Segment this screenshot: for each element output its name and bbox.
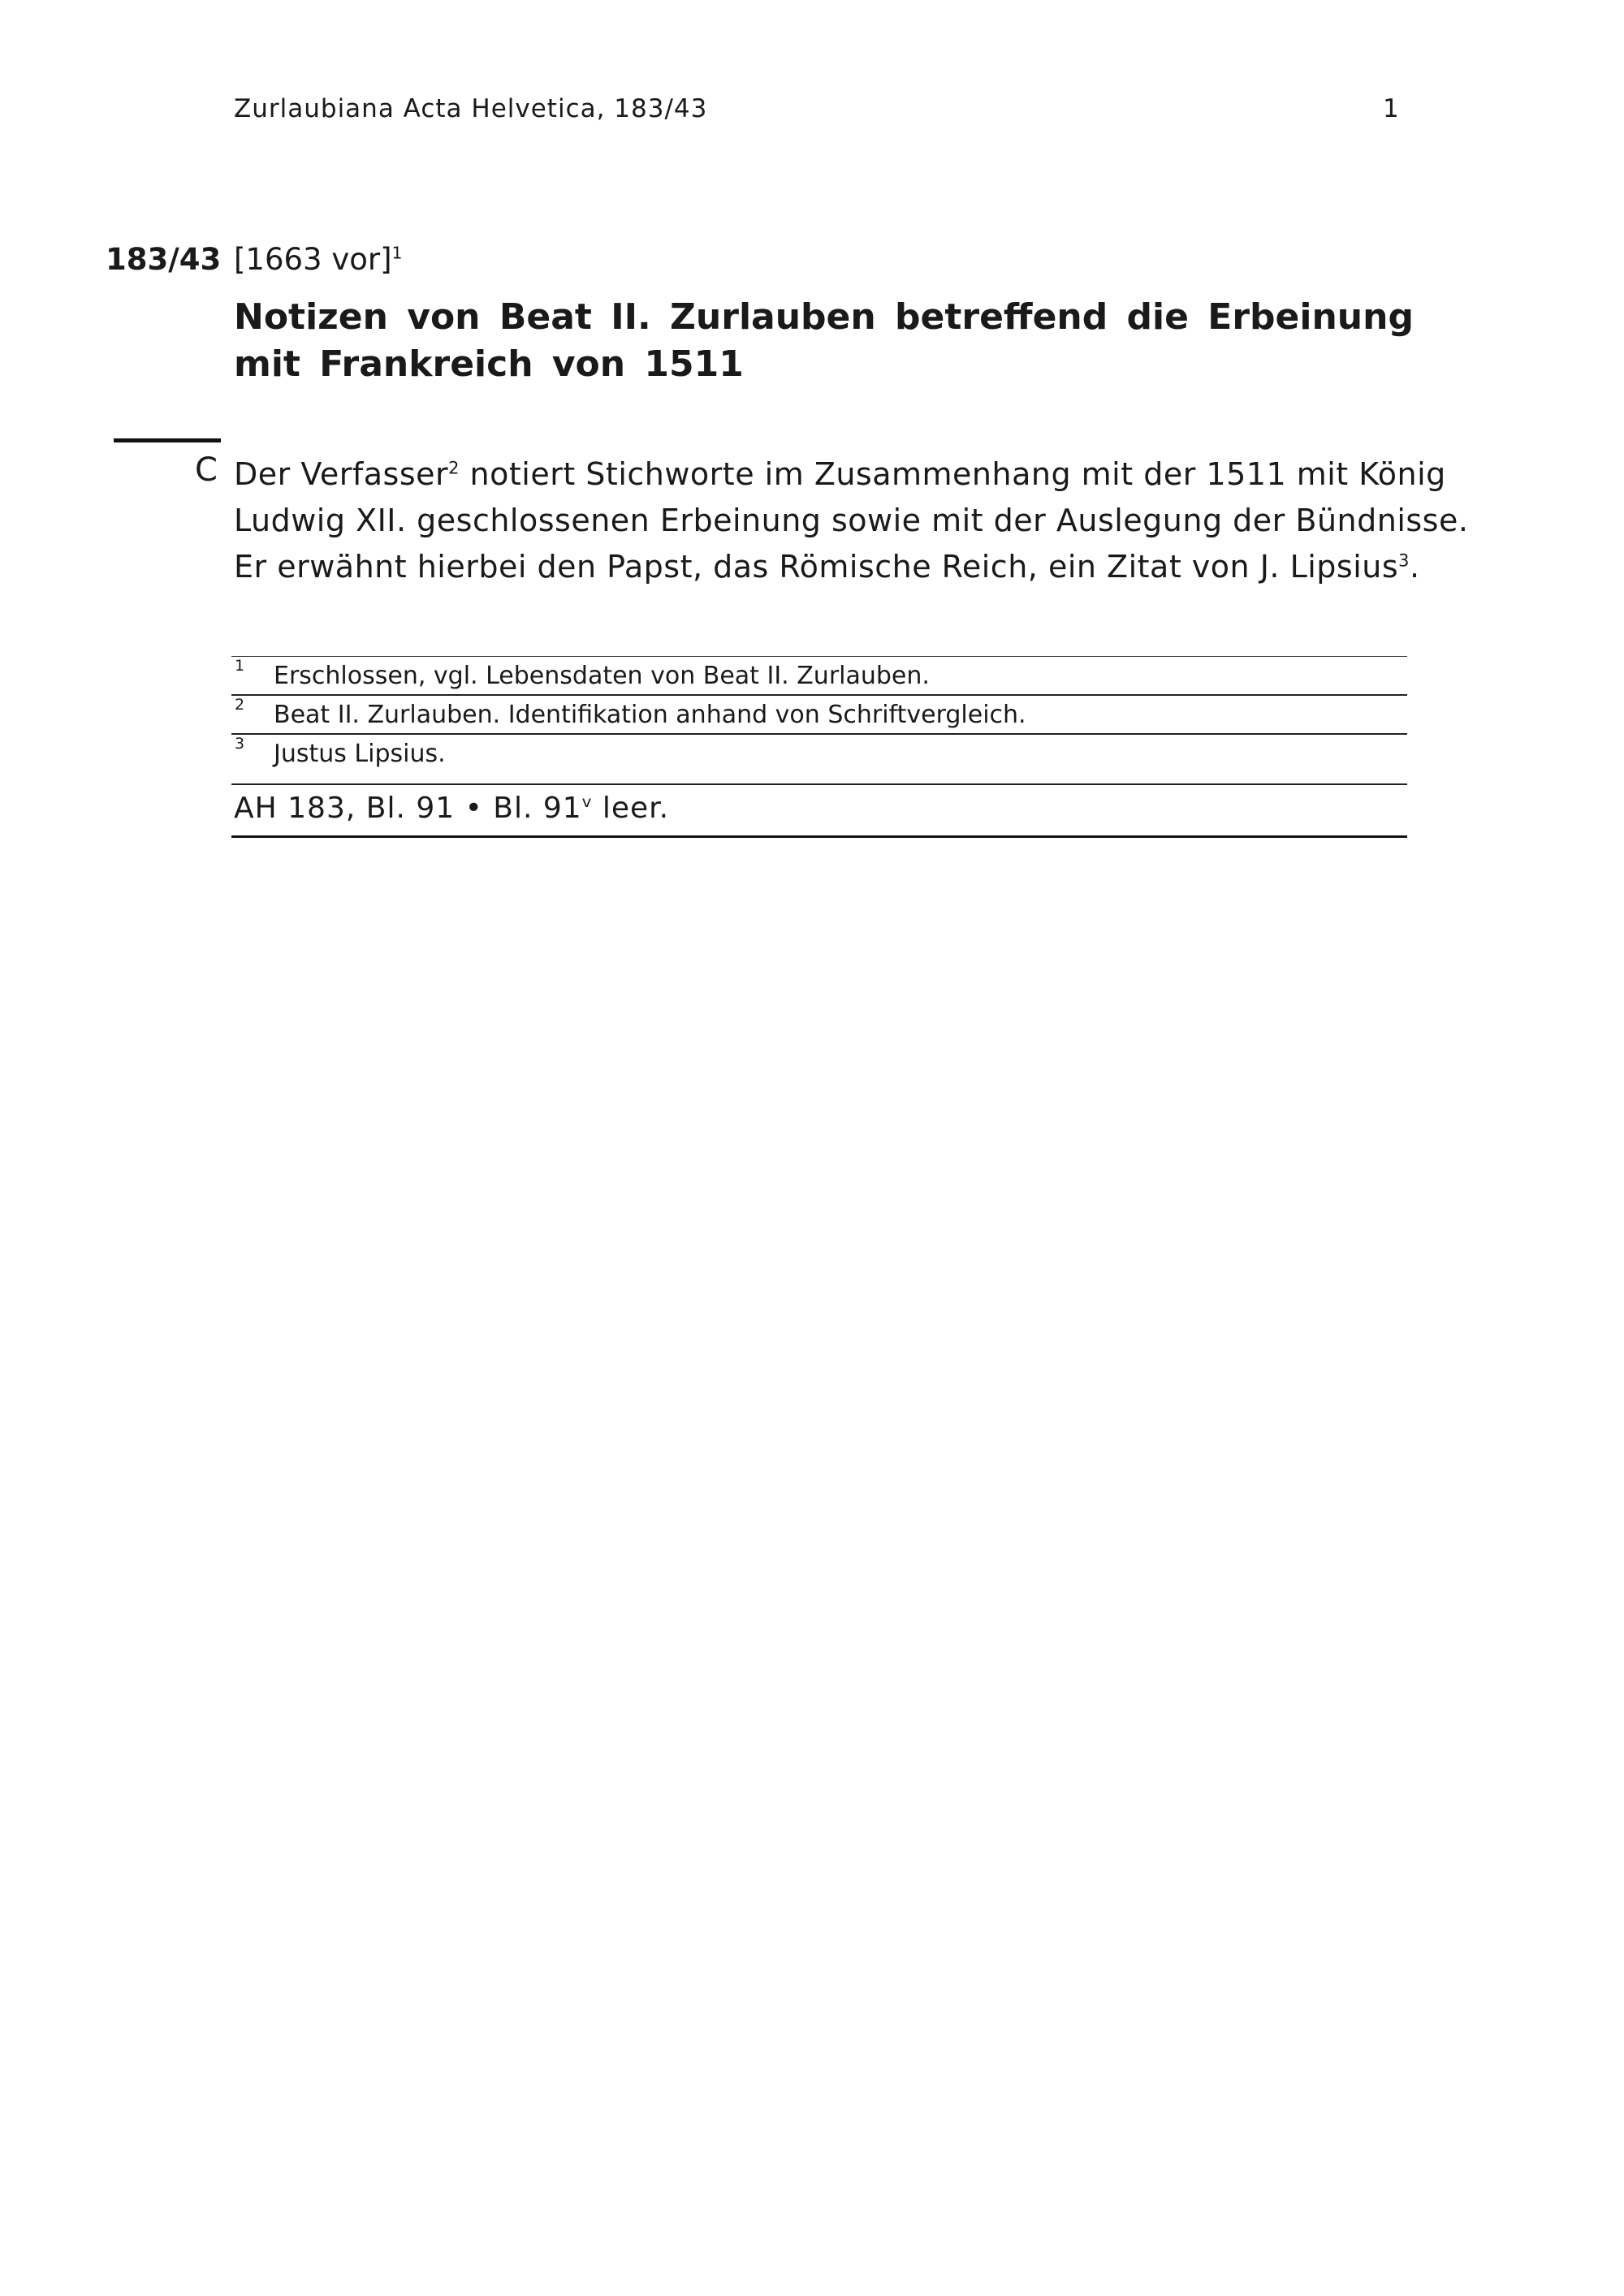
document-title: Notizen von Beat II. Zurlauben betreffend die Erbeinung mit Frankreich von 1511 <box>234 296 1414 385</box>
footnote-marker: 1 <box>235 657 245 675</box>
footnotes <box>231 656 1407 772</box>
verso-marker: v <box>581 792 593 811</box>
summary-line-3-a: Er erwähnt hierbei den Papst, das Römische Reich, ein Zitat von J. Lipsius <box>234 549 1399 585</box>
archive-text-b: leer. <box>592 792 670 825</box>
footnote-marker: 2 <box>235 696 245 714</box>
footnote <box>231 694 1407 733</box>
footnote-marker: 3 <box>235 735 245 753</box>
summary-line-2: Ludwig XII. geschlossenen Erbeinung sowie mit der Auslegung der Bündnisse. <box>234 503 1469 538</box>
summary-line-1 <box>234 451 1446 498</box>
footnote-text: Beat II. Zurlauben. Identifikation anhand von Schriftvergleich. <box>274 701 1026 729</box>
footnote-ref-1: 1 <box>391 243 403 263</box>
summary-line-1-b: notiert Stichworte im Zusammenhang mit der 1511 mit König <box>459 456 1446 492</box>
footnote <box>231 733 1407 772</box>
running-head: Zurlaubiana Acta Helvetica, 183/43 <box>234 94 708 123</box>
section-rule <box>114 438 221 442</box>
archive-text <box>234 792 669 825</box>
archive-reference <box>231 783 1407 838</box>
summary-line-3 <box>234 544 1419 590</box>
tradition-mark: C <box>195 451 218 489</box>
footnote <box>231 656 1407 694</box>
summary-line-1-a: Der Verfasser <box>234 456 449 492</box>
footnote-text: Erschlossen, vgl. Lebensdaten von Beat II. Zurlauben. <box>274 662 930 690</box>
footnote-text: Justus Lipsius. <box>274 740 446 768</box>
page-number: 1 <box>1383 94 1399 123</box>
archive-text-a: AH 183, Bl. 91 • Bl. 91 <box>234 792 582 825</box>
footnote-ref-3: 3 <box>1398 550 1410 571</box>
summary-text <box>234 451 1469 590</box>
summary-line-3-b: . <box>1409 549 1420 585</box>
document-number: 183/43 <box>106 242 222 277</box>
date-text: [1663 vor] <box>234 242 392 277</box>
footnote-ref-2: 2 <box>448 458 460 478</box>
document-date <box>234 242 403 277</box>
